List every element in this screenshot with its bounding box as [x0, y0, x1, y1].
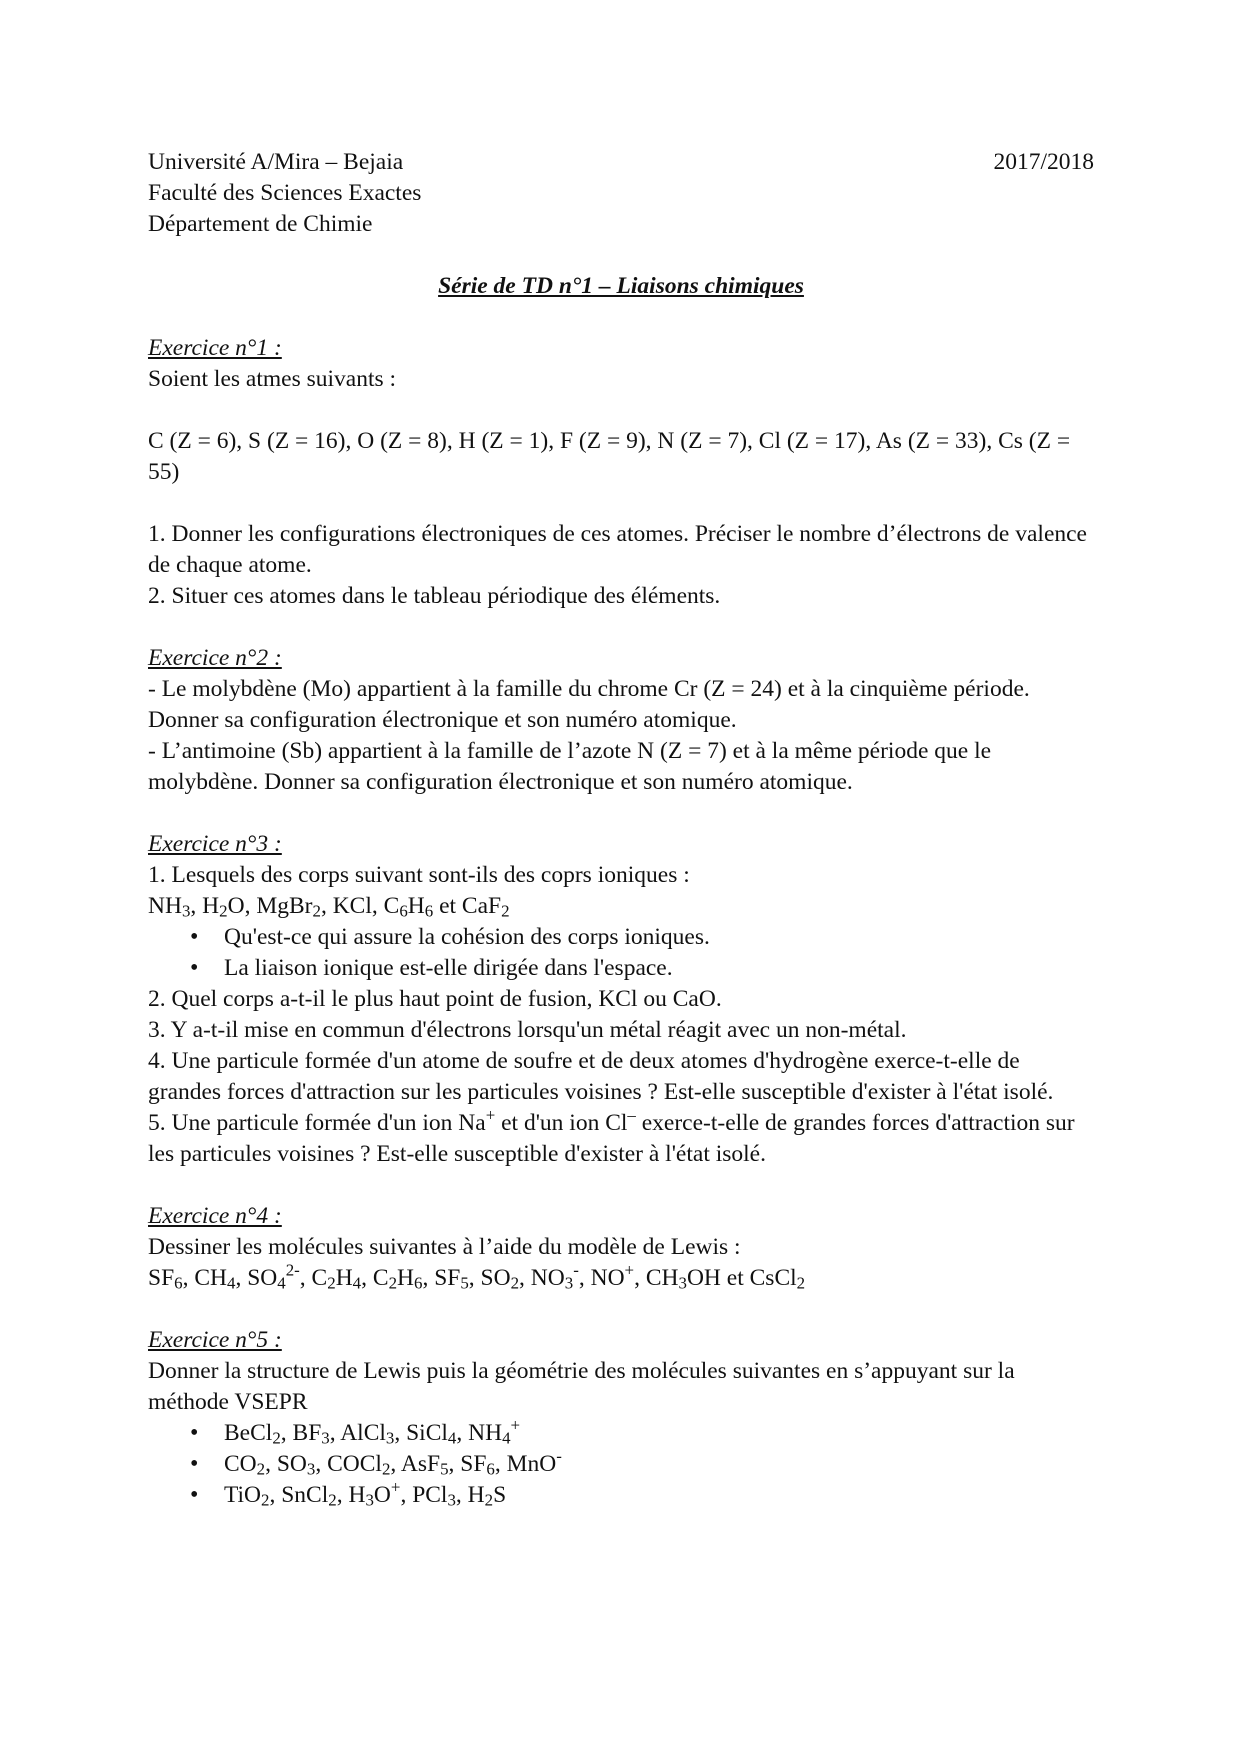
exercise-5-bullet-list: [148, 1415, 1094, 1511]
department-name: Département de Chimie: [148, 211, 373, 237]
academic-year: 2017/2018: [993, 149, 1094, 175]
exercise-4-intro: Dessiner les molécules suivantes à l’aide du modèle de Lewis :: [148, 1234, 741, 1260]
list-item: • La liaison ionique est-elle dirigée dans l'espace.: [224, 953, 1094, 984]
exercise-3-bullet-list: [148, 922, 1094, 984]
exercise-1-heading: Exercice n°1 :: [148, 335, 282, 361]
header-row: [148, 147, 1094, 178]
university-name: Université A/Mira – Bejaia: [148, 149, 404, 175]
exercise-2-paragraph-2: - L’antimoine (Sb) appartient à la famille de l’azote N (Z = 7) et à la même période que le molybdène. Donner sa configuration électronique et son numéro atomique.: [148, 738, 992, 795]
list-item: • Qu'est-ce qui assure la cohésion des corps ioniques.: [224, 922, 1094, 953]
exercise-2-paragraph-1: - Le molybdène (Mo) appartient à la famille du chrome Cr (Z = 24) et à la cinquième période. Donner sa configuration électronique et son numéro atomique.: [148, 676, 1030, 733]
title-row: [148, 271, 1094, 302]
exercise-2-heading: Exercice n°2 :: [148, 645, 282, 671]
exercise-5-heading: Exercice n°5 :: [148, 1327, 282, 1353]
exercise-3-question-4: 4. Une particule formée d'un atome de soufre et de deux atomes d'hydrogène exerce-t-elle de grandes forces d'attraction sur les particules voisines ? Est-elle susceptible d'exister à l'état isolé.: [148, 1048, 1054, 1105]
exercise-4-molecules: $SF_6$, $CH_4$, $SO_4^{2-}$, $C_2H_4$, $C_2H_6$, $SF_5$, $SO_2$, $NO_3^-$, NO+, $CH_3OH$ et CsCl$_2$: [148, 1260, 806, 1293]
document-body: [148, 147, 1094, 1511]
exercise-1: [148, 333, 1094, 612]
exercise-5-intro: Donner la structure de Lewis puis la géométrie des molécules suivantes en s’appuyant sur la méthode VSEPR: [148, 1358, 1015, 1415]
list-item: • TiO$_2$, SnCl$_2$, $H_3O^+$, PCl$_3$, $H_2S$: [224, 1480, 1094, 1511]
exercise-3-heading: Exercice n°3 :: [148, 831, 282, 857]
exercise-3-question-5: 5. Une particule formée d'un ion Na+ et d'un ion Cl– exerce-t-elle de grandes forces d'attraction sur les particules voisines ? Est-elle susceptible d'exister à l'état isolé.: [148, 1105, 1075, 1167]
exercise-1-question-2: 2. Situer ces atomes dans le tableau périodique des éléments.: [148, 583, 721, 609]
exercise-4: [148, 1201, 1094, 1294]
document-title: Série de TD n°1 – Liaisons chimiques: [438, 273, 804, 299]
list-item: • BeCl$_2$, $BF_3$, AlCl$_3$, SiCl$_4$, $NH_4^+$: [224, 1418, 1094, 1449]
exercise-3-compounds: $NH_3$, $H_2O$, MgBr$_2$, KCl, $C_6H_6$ et CaF$_2$: [148, 893, 510, 921]
exercise-4-heading: Exercice n°4 :: [148, 1203, 282, 1229]
exercise-3-question-3: 3. Y a-t-il mise en commun d'électrons lorsqu'un métal réagit avec un non-métal.: [148, 1017, 907, 1043]
exercise-5: [148, 1325, 1094, 1511]
faculty-name: Faculté des Sciences Exactes: [148, 180, 422, 206]
list-item: • $CO_2$, $SO_3$, COCl$_2$, AsF$_5$, $SF_6$, MnO-: [224, 1449, 1094, 1480]
exercise-1-intro: Soient les atmes suivants :: [148, 366, 397, 392]
exercise-3: [148, 829, 1094, 1170]
exercise-1-question-1: 1. Donner les configurations électroniques de ces atomes. Préciser le nombre d’électrons de valence de chaque atome.: [148, 521, 1087, 578]
exercise-1-atoms: C (Z = 6), S (Z = 16), O (Z = 8), H (Z = 1), F (Z = 9), N (Z = 7), Cl (Z = 17), As (Z = 33), Cs (Z = 55): [148, 428, 1071, 485]
exercise-2: [148, 643, 1094, 798]
exercise-3-question-1: 1. Lesquels des corps suivant sont-ils des coprs ioniques :: [148, 862, 690, 888]
exercise-3-question-2: 2. Quel corps a-t-il le plus haut point de fusion, KCl ou CaO.: [148, 986, 722, 1012]
